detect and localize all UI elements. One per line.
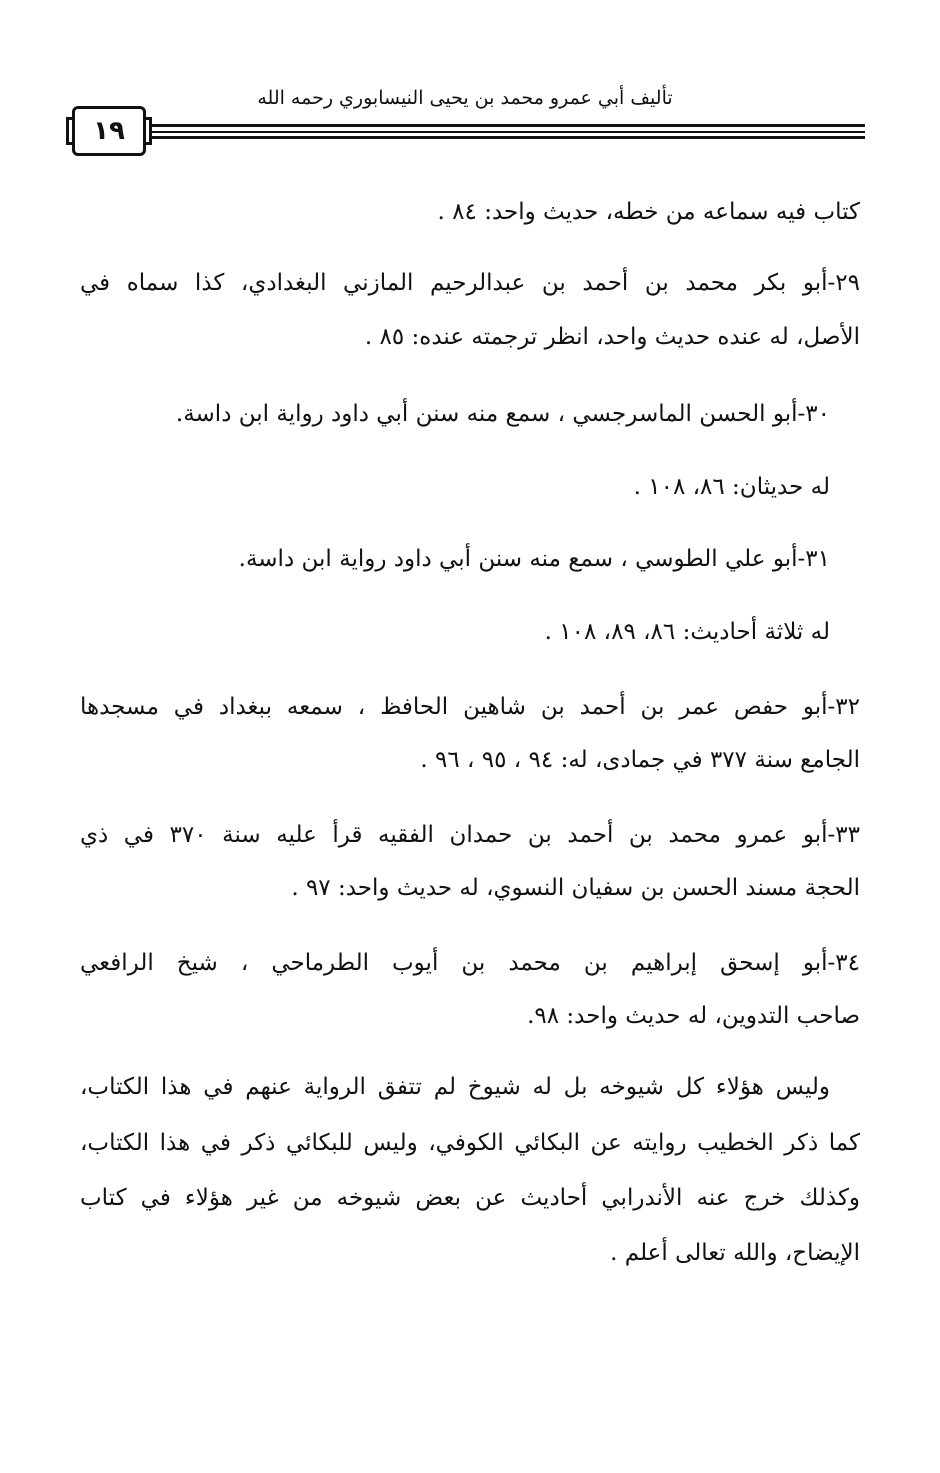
entry-33-line-2: الحجة مسند الحسن بن سفيان النسوي، له حديث واحد: ٩٧ . [291,875,860,901]
page-number: ١٩ [72,106,146,156]
closing-paragraph-line-3: وكذلك خرج عنه الأندرابي أحاديث عن بعض شيوخه من غير هؤلاء في كتاب [80,1185,860,1211]
entry-31-line-2: له ثلاثة أحاديث: ٨٦، ٨٩، ١٠٨ . [544,619,830,645]
header-rule-middle [150,131,865,133]
entry-31-line-1: ٣١-أبو علي الطوسي ، سمع منه سنن أبي داود رواية ابن داسة. [238,546,830,572]
entry-33-line-1: ٣٣-أبو عمرو محمد بن أحمد بن حمدان الفقيه قرأ عليه سنة ٣٧٠ في ذي [80,822,860,848]
entry-34-line-1: ٣٤-أبو إسحق إبراهيم بن محمد بن أيوب الطرماحي ، شيخ الرافعي [80,950,860,976]
entry-30-line-2: له حديثان: ٨٦، ١٠٨ . [633,474,830,500]
closing-paragraph-line-2: كما ذكر الخطيب روايته عن البكائي الكوفي، وليس للبكائي ذكر في هذا الكتاب، [80,1130,860,1156]
closing-paragraph-line-1: وليس هؤلاء كل شيوخه بل له شيوخ لم تتفق الرواية عنهم في هذا الكتاب، [80,1074,830,1100]
running-header: تأليف أبي عمرو محمد بن يحيى النيسابوري رحمه الله [257,87,673,109]
entry-32-line-1: ٣٢-أبو حفص عمر بن أحمد بن شاهين الحافظ ، سمعه ببغداد في مسجدها [80,694,860,720]
entry-32-line-2: الجامع سنة ٣٧٧ في جمادى، له: ٩٤ ، ٩٥ ، ٩٦ . [420,747,860,773]
entry-29-line-2: الأصل، له عنده حديث واحد، انظر ترجمته عنده: ٨٥ . [364,324,860,350]
closing-paragraph-line-4: الإيضاح، والله تعالى أعلم . [610,1240,860,1266]
entry-30-line-1: ٣٠-أبو الحسن الماسرجسي ، سمع منه سنن أبي داود رواية ابن داسة. [175,401,830,427]
header-rule-top [150,124,865,127]
text-line-continuation: كتاب فيه سماعه من خطه، حديث واحد: ٨٤ . [437,199,860,225]
entry-34-line-2: صاحب التدوين، له حديث واحد: ٩٨. [527,1003,860,1029]
entry-29-line-1: ٢٩-أبو بكر محمد بن أحمد بن عبدالرحيم المازني البغدادي، كذا سماه في [80,270,860,296]
header-rule-bottom [150,136,865,139]
